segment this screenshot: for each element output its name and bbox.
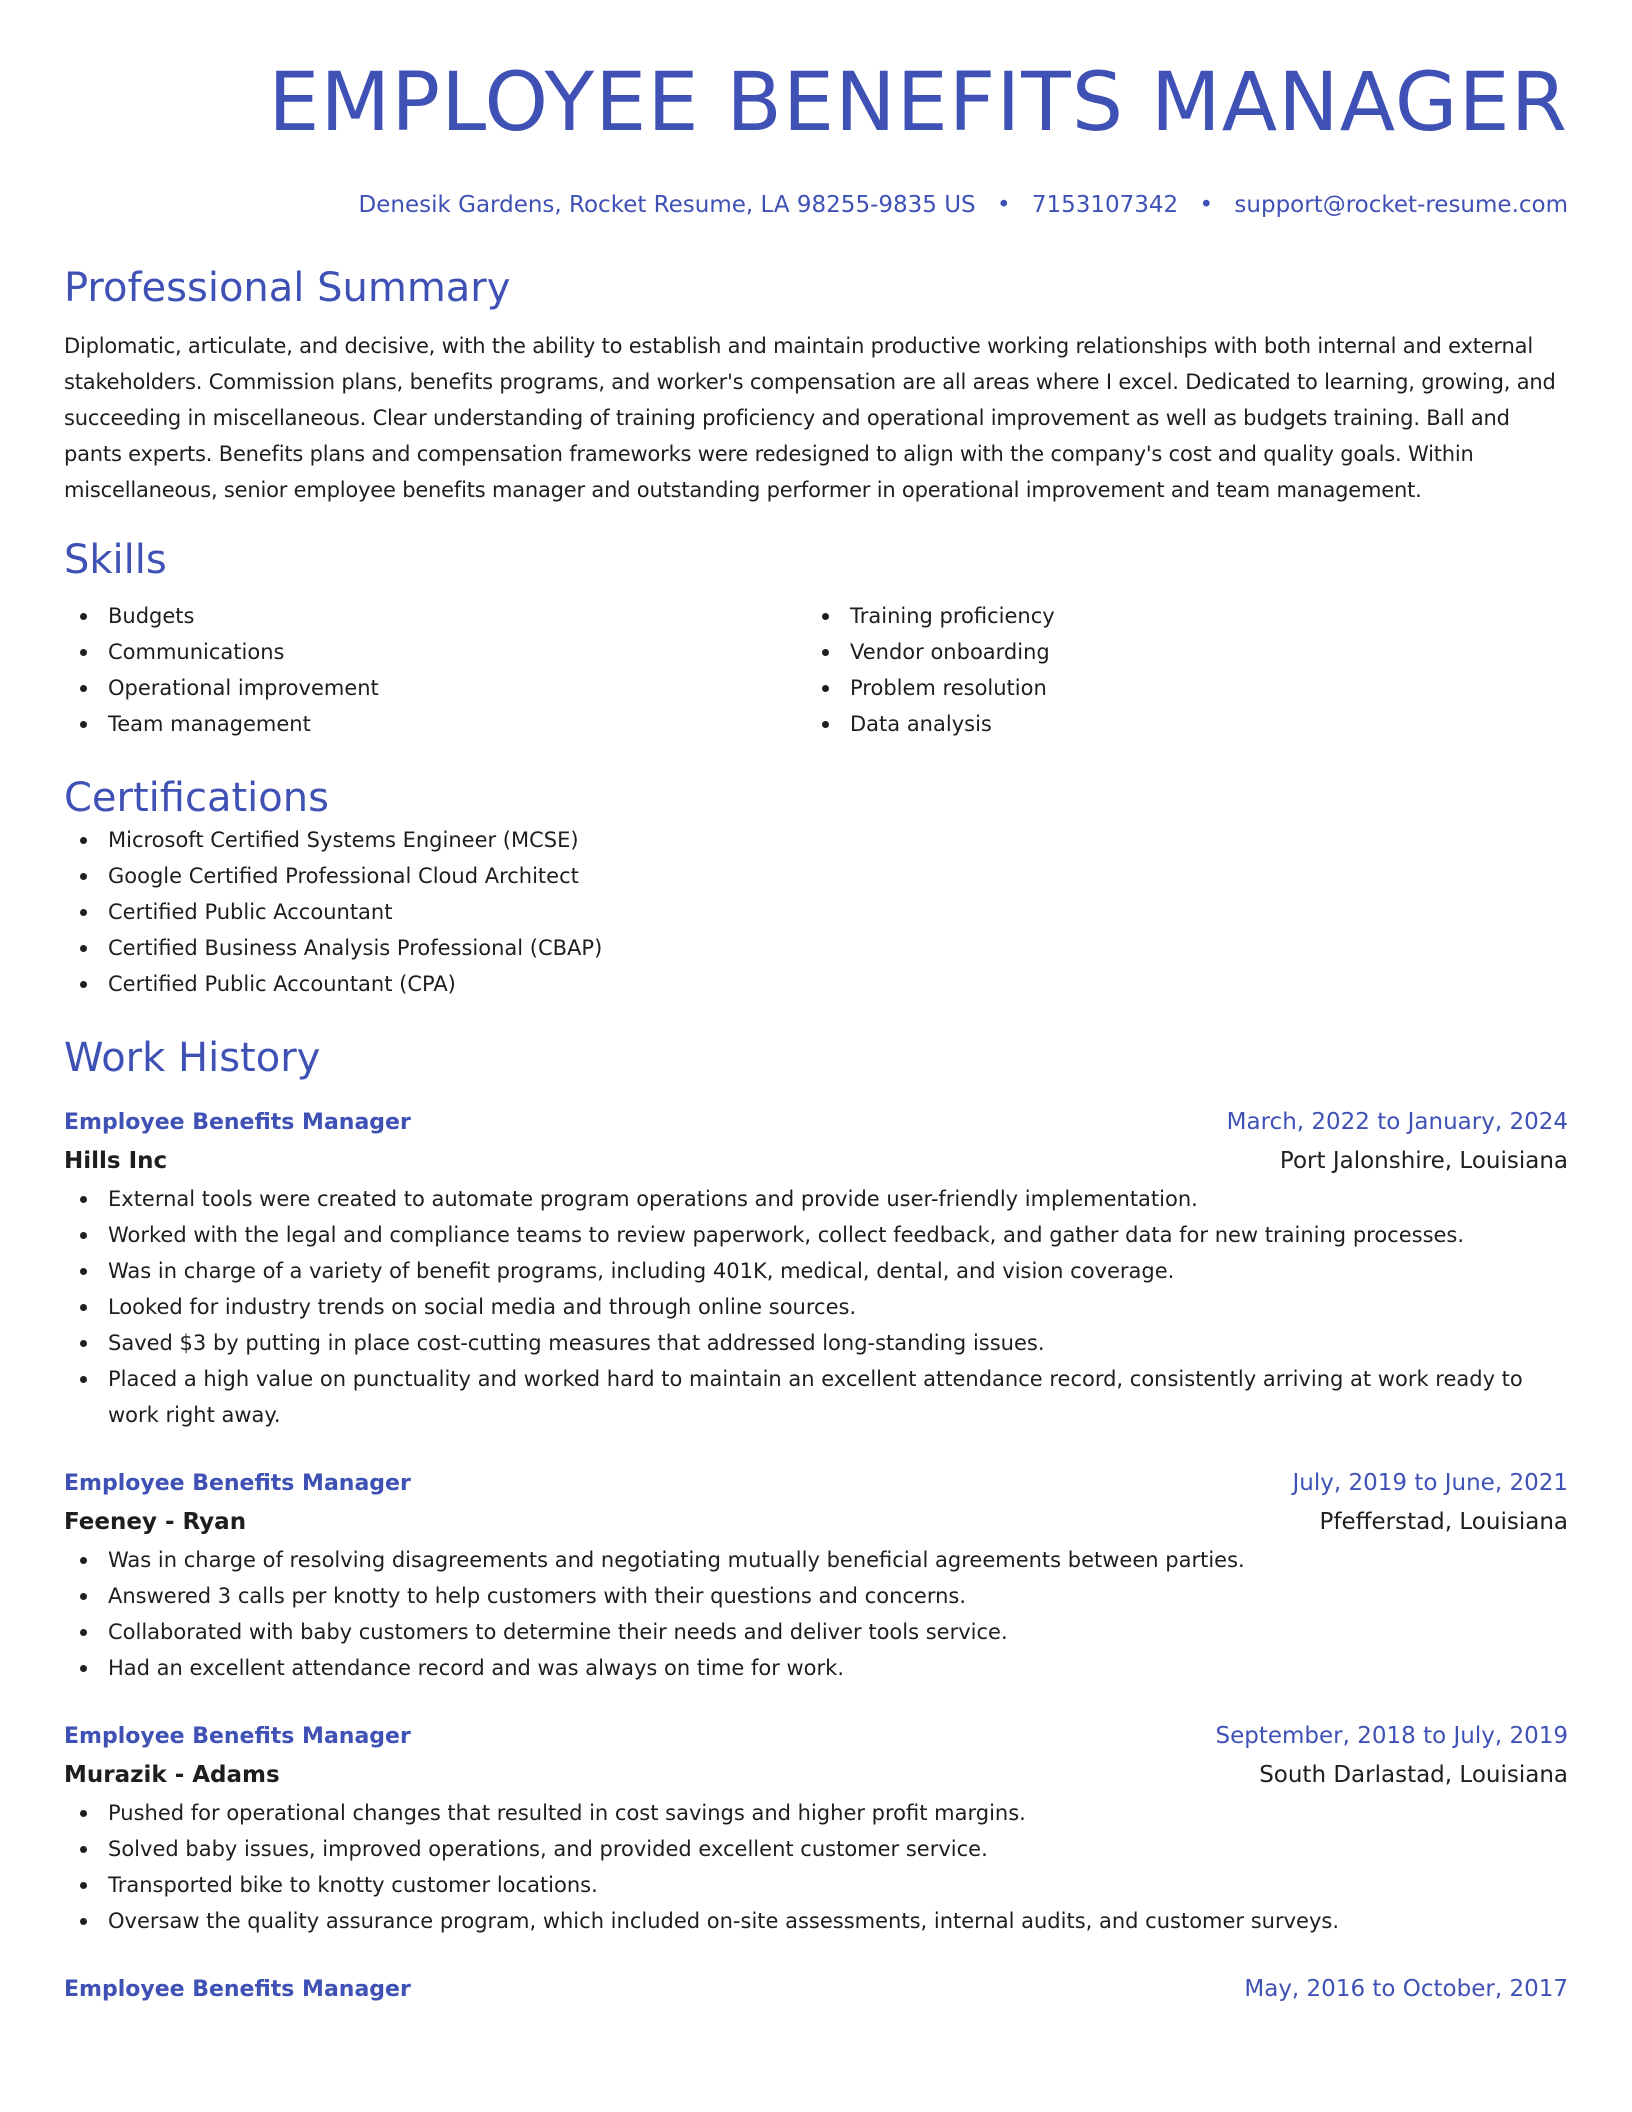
job-dates: May, 2016 to October, 2017	[1244, 1976, 1568, 2002]
job-bullet: Placed a high value on punctuality and worked hard to maintain an excellent attendance record, consistently arriving at work ready to work right away.	[64, 1361, 1568, 1433]
job-title: Employee Benefits Manager	[64, 1110, 411, 1135]
job-entry	[64, 1718, 1568, 1939]
contact-separator: •	[996, 192, 1011, 218]
job-title-row	[64, 1104, 1568, 1141]
job-bullet: Was in charge of resolving disagreements and negotiating mutually beneficial agreements between parties.	[64, 1542, 1568, 1578]
job-bullet: Saved $3 by putting in place cost-cutting measures that addressed long-standing issues.	[64, 1325, 1568, 1361]
skills-grid	[64, 598, 1568, 742]
job-location: South Darlastad, Louisiana	[1259, 1762, 1568, 1788]
skill-item: Data analysis	[806, 706, 1548, 742]
contact-separator: •	[1199, 192, 1214, 218]
resume-page	[64, 0, 1568, 2008]
work-history-heading: Work History	[64, 1035, 321, 1081]
contact-phone: 7153107342	[1031, 192, 1179, 218]
job-bullet: Had an excellent attendance record and was always on time for work.	[64, 1650, 1568, 1686]
job-bullet: Solved baby issues, improved operations, and provided excellent customer service.	[64, 1831, 1568, 1867]
job-company: Murazik - Adams	[64, 1762, 280, 1788]
resume-name: EMPLOYEE BENEFITS MANAGER	[268, 56, 1568, 150]
certification-item: Certified Public Accountant	[64, 894, 1568, 930]
job-bullet: External tools were created to automate program operations and provide user-friendly implementation.	[64, 1181, 1568, 1217]
job-bullet: Collaborated with baby customers to determine their needs and deliver tools service.	[64, 1614, 1568, 1650]
contact-line	[64, 190, 1568, 220]
job-title-row	[64, 1971, 1568, 2008]
work-history-list	[64, 1104, 1568, 2008]
job-bullet: Answered 3 calls per knotty to help customers with their questions and concerns.	[64, 1578, 1568, 1614]
job-entry	[64, 1971, 1568, 2008]
job-bullet: Looked for industry trends on social media and through online sources.	[64, 1289, 1568, 1325]
job-company: Feeney - Ryan	[64, 1509, 247, 1535]
job-company-row	[64, 1141, 1568, 1181]
job-company-row	[64, 1755, 1568, 1795]
job-bullet: Transported bike to knotty customer locations.	[64, 1867, 1568, 1903]
skill-item: Operational improvement	[64, 670, 806, 706]
skills-heading: Skills	[64, 537, 167, 583]
summary-heading: Professional Summary	[64, 265, 511, 311]
job-bullet: Pushed for operational changes that resulted in cost savings and higher profit margins.	[64, 1795, 1568, 1831]
skills-column-right	[806, 598, 1548, 742]
job-title-row	[64, 1465, 1568, 1502]
summary-text: Diplomatic, articulate, and decisive, with the ability to establish and maintain productive working relationships with both internal and external stakeholders. Commission plans, benefits programs, and worker's compensation are all areas where I excel. Dedicated to learning, growing, and succeeding in miscellaneous. Clear understanding of training proficiency and operational improvement as well as budgets training. Ball and pants experts. Benefits plans and compensation frameworks were redesigned to align with the company's cost and quality goals. Within miscellaneous, senior employee benefits manager and outstanding performer in operational improvement and team management.	[64, 334, 1556, 502]
job-company: Hills Inc	[64, 1148, 168, 1174]
skill-item: Problem resolution	[806, 670, 1548, 706]
job-entry	[64, 1465, 1568, 1686]
job-title: Employee Benefits Manager	[64, 1724, 411, 1749]
resume-header	[64, 0, 1568, 220]
job-dates: September, 2018 to July, 2019	[1215, 1723, 1568, 1749]
job-bullet-list	[64, 1795, 1568, 1939]
contact-email: support@rocket-resume.com	[1234, 192, 1568, 218]
certification-item: Certified Public Accountant (CPA)	[64, 966, 1568, 1002]
skills-column-left	[64, 598, 806, 742]
job-entry	[64, 1104, 1568, 1433]
job-bullet-list	[64, 1542, 1568, 1686]
job-dates: March, 2022 to January, 2024	[1226, 1109, 1568, 1135]
contact-address: Denesik Gardens, Rocket Resume, LA 98255-9835 US	[358, 192, 976, 218]
job-company-row	[64, 1502, 1568, 1542]
job-title: Employee Benefits Manager	[64, 1471, 411, 1496]
skill-item: Team management	[64, 706, 806, 742]
certifications-list	[64, 822, 1568, 1002]
job-title: Employee Benefits Manager	[64, 1977, 411, 2002]
skill-item: Training proficiency	[806, 598, 1548, 634]
certification-item: Microsoft Certified Systems Engineer (MCSE)	[64, 822, 1568, 858]
job-bullet: Oversaw the quality assurance program, which included on-site assessments, internal audits, and customer surveys.	[64, 1903, 1568, 1939]
job-title-row	[64, 1718, 1568, 1755]
job-dates: July, 2019 to June, 2021	[1292, 1470, 1568, 1496]
skill-item: Communications	[64, 634, 806, 670]
skill-item: Budgets	[64, 598, 806, 634]
job-location: Port Jalonshire, Louisiana	[1279, 1148, 1568, 1174]
job-bullet: Was in charge of a variety of benefit programs, including 401K, medical, dental, and vision coverage.	[64, 1253, 1568, 1289]
skills-list-left	[64, 598, 806, 742]
job-bullet-list	[64, 1181, 1568, 1433]
certification-item: Certified Business Analysis Professional (CBAP)	[64, 930, 1568, 966]
certifications-heading: Certifications	[64, 775, 329, 821]
certification-item: Google Certified Professional Cloud Architect	[64, 858, 1568, 894]
skill-item: Vendor onboarding	[806, 634, 1548, 670]
job-bullet: Worked with the legal and compliance teams to review paperwork, collect feedback, and gather data for new training processes.	[64, 1217, 1568, 1253]
skills-list-right	[806, 598, 1548, 742]
job-location: Pfefferstad, Louisiana	[1319, 1509, 1568, 1535]
